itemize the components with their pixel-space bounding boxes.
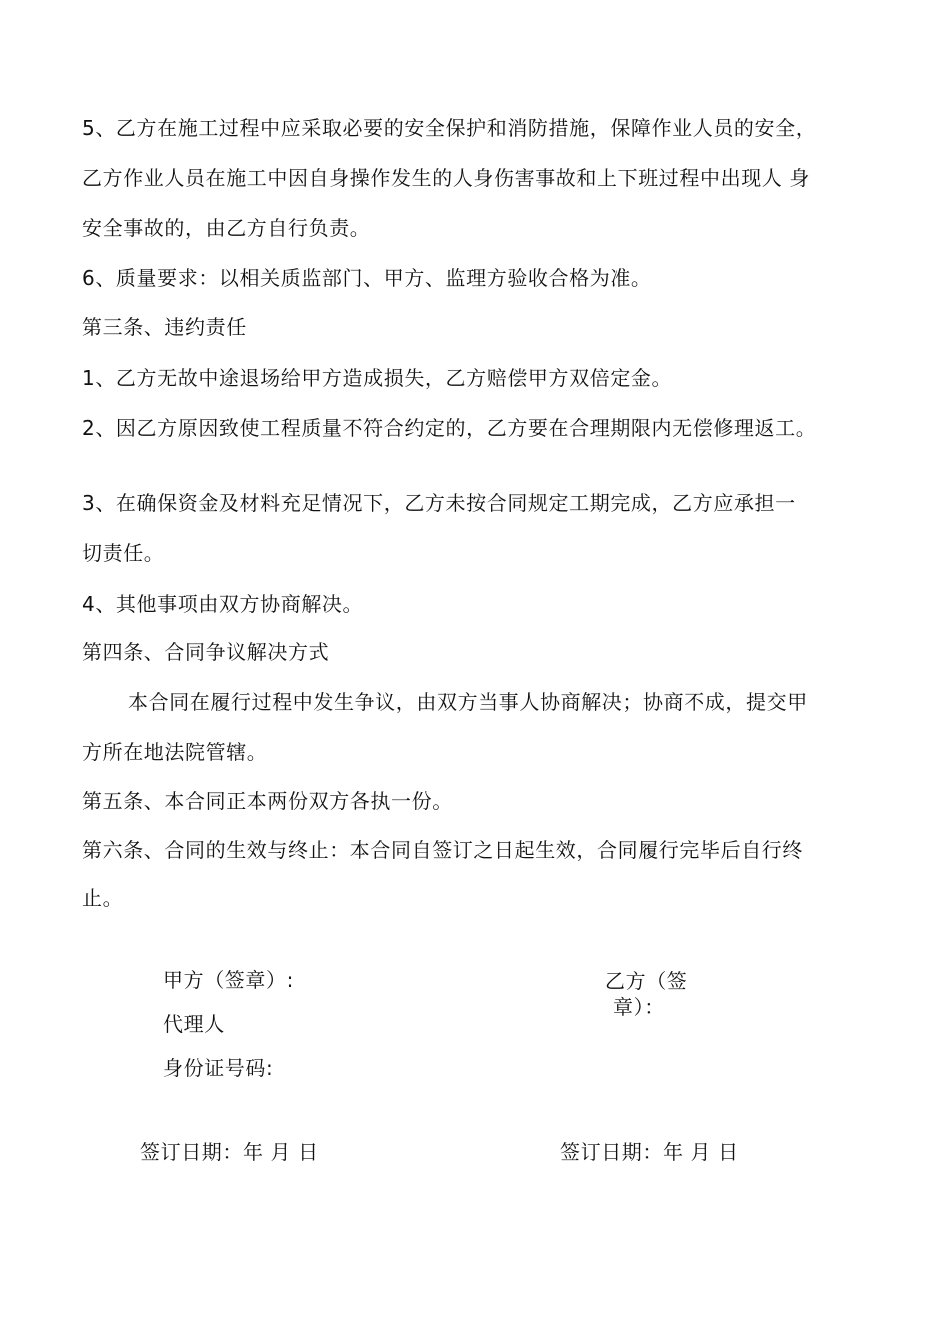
- article-3-item-3-line-1: 3、在确保资金及材料充足情况下，乙方未按合同规定工期完成，乙方应承担一: [82, 491, 796, 515]
- party-a-signature-label: 甲方（签章）:: [163, 968, 294, 992]
- clause-5-line-1: 5、乙方在施工过程中应采取必要的安全保护和消防措施，保障作业人员的安全，: [82, 116, 817, 140]
- id-number-label: 身份证号码:: [163, 1056, 274, 1080]
- article-3-heading: 第三条、违约责任: [82, 315, 247, 339]
- article-6-line-1: 第六条、合同的生效与终止：本合同自签订之日起生效，合同履行完毕后自行终: [82, 838, 803, 862]
- article-3-item-2: 2、因乙方原因致使工程质量不符合约定的，乙方要在合理期限内无偿修理返工。: [82, 416, 817, 440]
- article-4-body-line-2: 方所在地法院管辖。: [82, 740, 268, 764]
- clause-6: 6、质量要求：以相关质监部门、甲方、监理方验收合格为准。: [82, 266, 652, 290]
- party-a-sign-date: 签订日期：年 月 日: [140, 1140, 319, 1164]
- clause-5-line-2: 乙方作业人员在施工中因自身操作发生的人身伤害事故和上下班过程中出现人 身: [82, 166, 810, 190]
- party-b-signature-label-line-2: 章）：: [613, 995, 665, 1019]
- article-6-line-2: 止。: [82, 886, 124, 910]
- article-4-body-line-1: 本合同在履行过程中发生争议，由双方当事人协商解决；协商不成，提交甲: [128, 690, 808, 714]
- article-3-item-4: 4、其他事项由双方协商解决。: [82, 592, 364, 616]
- party-b-sign-date: 签订日期：年 月 日: [560, 1140, 739, 1164]
- article-3-item-3-line-2: 切责任。: [82, 541, 165, 565]
- agent-label: 代理人: [163, 1012, 225, 1036]
- party-b-signature-label-line-1: 乙方（签: [605, 969, 688, 993]
- article-3-item-1: 1、乙方无故中途退场给甲方造成损失，乙方赔偿甲方双倍定金。: [82, 366, 673, 390]
- article-5: 第五条、本合同正本两份双方各执一份。: [82, 789, 453, 813]
- article-4-heading: 第四条、合同争议解决方式: [82, 640, 330, 664]
- clause-5-line-3: 安全事故的，由乙方自行负责。: [82, 216, 371, 240]
